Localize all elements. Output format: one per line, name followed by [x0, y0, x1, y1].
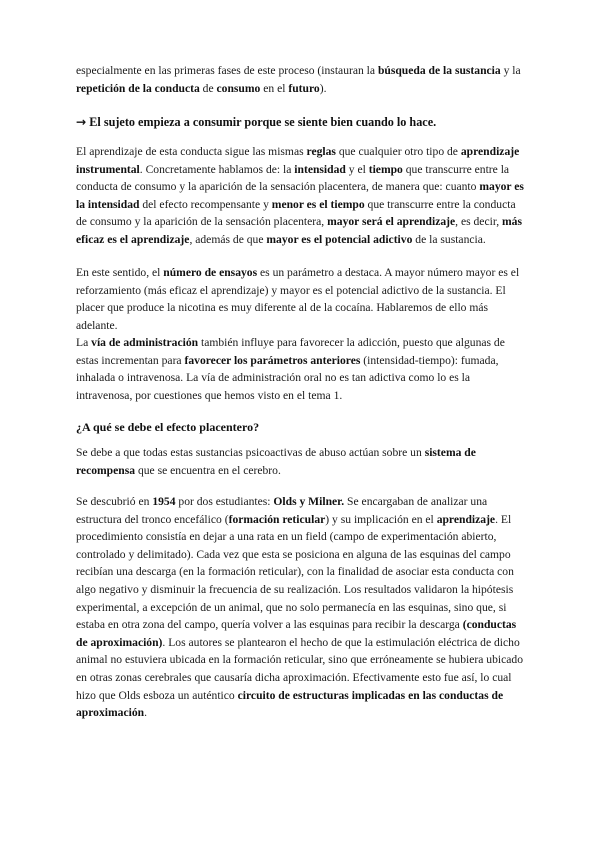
- paragraph-instrumental-learning: [76, 143, 528, 249]
- text-run: en el: [260, 81, 289, 95]
- bold-text: El sujeto empieza a consumir porque se siente bien cuando lo hace.: [86, 115, 437, 129]
- text-run: y la: [500, 64, 521, 77]
- bold-text: mayor es la intensidad: [76, 180, 524, 211]
- text-run: Se descubrió en: [76, 495, 153, 508]
- text-run: Se debe a que todas estas sustancias psicoactivas de abuso actúan sobre un: [76, 446, 425, 459]
- bold-text: consumo: [216, 81, 261, 95]
- text-run: La: [76, 336, 92, 349]
- bold-text: Olds y Milner.: [273, 495, 345, 508]
- text-run: que cualquier otro tipo de: [335, 145, 461, 158]
- bold-text: formación reticular: [228, 512, 326, 526]
- text-run: ).: [319, 81, 327, 95]
- text-run: Se encargaban de analizar una estructura del tronco encefálico (: [76, 495, 488, 526]
- bold-text: tiempo: [368, 162, 403, 176]
- text-run: .: [144, 706, 147, 720]
- arrow-key-point: [76, 114, 528, 132]
- text-run: que transcurre entre la conducta de consumo y la aparición de la sensación placentera, de manera que: cuanto: [76, 162, 510, 194]
- paragraph-number-of-trials: [76, 264, 528, 334]
- paragraph-intro-continuation: [76, 62, 528, 97]
- bold-text: circuito de estructuras implicadas en las conductas de aproximación: [76, 688, 504, 720]
- text-run: , es decir,: [455, 215, 503, 229]
- bold-text: sistema de recompensa: [76, 446, 476, 477]
- text-run: por dos estudiantes:: [175, 495, 274, 508]
- text-run: . El procedimiento consistía en dejar a una rata en un field (campo de experimentación abierto, controlado y delimitado). Cada vez que esta se posiciona en alguna de las esquinas del campo recibían una descarga (en la formación reticular), con la finalidad de asociar esta conducta con algo negativo y disminuir la frecuencia de su realización. Los resultados validaron la hipótesis experimental, a excepción de un animal, que no solo permanecía en las esquinas, sino que, si estaba en otra zona del campo, quería volver a las esquinas para recibir la descarga: [76, 512, 514, 632]
- bold-text: vía de administración: [91, 336, 199, 349]
- text-run: que transcurre entre la conducta de consumo y la aparición de la sensación placentera,: [76, 197, 516, 229]
- paragraph-olds-milner: [76, 493, 528, 722]
- bold-text: número de ensayos: [163, 266, 258, 279]
- bold-text: favorecer los parámetros anteriores: [184, 353, 361, 367]
- text-run: ) y su implicación en el: [325, 512, 437, 526]
- text-run: . Los autores se plantearon el hecho de que la estimulación eléctrica de dicho animal no estuviera ubicada en la formación reticular, sino que erróneamente se hubiera ubicado en otras zonas cerebrales que causaría dicha aproximación. Efectivamente esto fue así, lo cual hizo que Olds esboza un auténtico: [76, 635, 523, 702]
- text-run: (intensidad-tiempo): fumada, inhalada o intravenosa. La vía de administración oral no es tan adictiva como lo es la intravenosa, por cuestiones que hemos visto en el tema 1.: [76, 353, 499, 402]
- bold-text: ¿A qué se debe el efecto placentero?: [76, 420, 260, 434]
- bold-text: futuro: [288, 81, 320, 95]
- bold-text: mayor es el potencial adictivo: [266, 232, 413, 246]
- arrow-icon: →: [76, 115, 87, 129]
- text-run: especialmente en las primeras fases de este proceso (instauran la: [76, 64, 378, 77]
- text-run: también influye para favorecer la adicción, puesto que algunas de estas incrementan para: [76, 336, 505, 367]
- text-run: del efecto recompensante y: [139, 197, 272, 211]
- paragraph-administration-route: [76, 334, 528, 404]
- text-run: , además de que: [189, 232, 267, 246]
- text-run: . Concretamente hablamos de: la: [139, 162, 295, 176]
- text-run: El aprendizaje de esta conducta sigue las mismas: [76, 145, 307, 158]
- bold-text: reglas: [306, 145, 336, 158]
- paragraph-reward-system: [76, 444, 528, 479]
- bold-text: búsqueda de la sustancia: [377, 64, 501, 77]
- text-run: de: [199, 81, 217, 95]
- bold-text: mayor será el aprendizaje: [327, 215, 456, 229]
- bold-text: 1954: [152, 495, 176, 508]
- bold-text: (conductas de aproximación): [76, 618, 517, 649]
- text-run: de la sustancia.: [412, 232, 486, 246]
- bold-text: aprendizaje instrumental: [76, 145, 520, 176]
- bold-text: repetición de la conducta: [76, 81, 200, 95]
- bold-text: menor es el tiempo: [271, 197, 365, 211]
- bold-text: más eficaz es el aprendizaje: [76, 215, 522, 246]
- text-run: es un parámetro a destaca. A mayor número mayor es el reforzamiento (más eficaz el aprendizaje) y mayor es el potencial adictivo de la sustancia. El placer que produce la nicotina es muy diferente al de la cocaína. Hablaremos de ello más adelante.: [76, 266, 520, 332]
- text-run: que se encuentra en el cerebro.: [135, 463, 281, 477]
- section-question-heading: [76, 419, 528, 437]
- text-run: y el: [345, 162, 369, 176]
- bold-text: aprendizaje: [436, 512, 496, 526]
- bold-text: intensidad: [294, 162, 346, 176]
- text-run: En este sentido, el: [76, 266, 164, 279]
